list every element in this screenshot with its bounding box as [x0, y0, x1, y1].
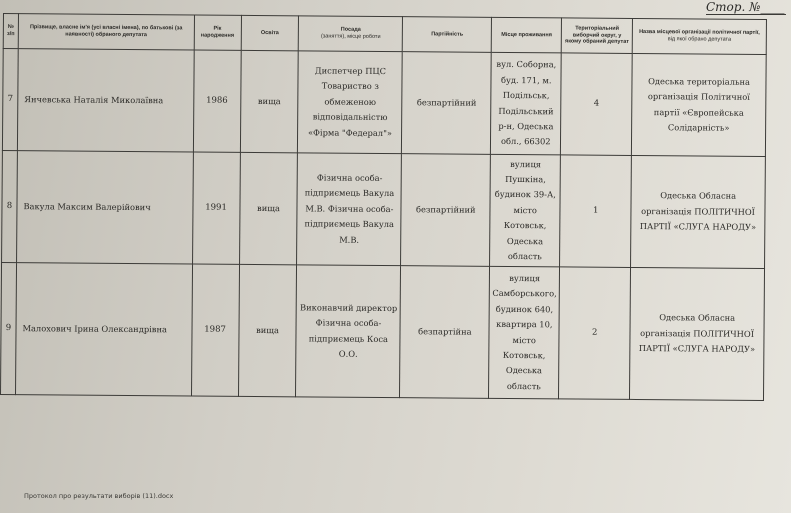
education: вища — [240, 50, 299, 152]
table-row — [2, 49, 766, 157]
deputies-table — [0, 13, 767, 401]
district: 1 — [560, 155, 632, 268]
header-residence: Місце проживання — [491, 17, 561, 53]
position: Диспетчер ПЦС Товариство з обмеженою відповідальністю «Фірма "Федерал"» — [298, 51, 403, 154]
header-party-membership: Партійність — [403, 17, 492, 53]
party-organization: Одеська Обласна організація ПОЛІТИЧНОЇ ПАРТІЇ «СЛУГА НАРОДУ» — [630, 267, 765, 400]
row-number: 7 — [2, 49, 18, 151]
party-membership: безпартійна — [400, 266, 490, 399]
position: Виконавчий директор Фізична особа-підприємець Коса О.О. — [296, 265, 401, 398]
party-membership: безпартійний — [402, 52, 492, 155]
header-full-name: Прізвище, власне ім'я (усі власні імена), по батькові (за наявності) обраного депутата — [18, 14, 194, 50]
residence: вулиця Самборського, будинок 640, квартира 10, місто Котовськ, Одеська область — [489, 266, 560, 399]
birth-year: 1986 — [193, 50, 241, 152]
header-position: Посада (заняття), місце роботи — [299, 16, 403, 52]
document-footer: Протокол про результати виборів (11).docx — [24, 492, 174, 500]
education: вища — [239, 152, 298, 264]
birth-year: 1987 — [191, 264, 239, 396]
deputy-name: Вакула Максим Валерійович — [17, 151, 193, 264]
header-district: Територіальний виборчий округ, у якому обраний депутат — [561, 18, 632, 54]
residence: вул. Соборна, буд. 171, м. Подільськ, Подільський р-н, Одеська обл., 66302 — [491, 52, 562, 155]
district: 4 — [561, 53, 633, 156]
party-membership: безпартійний — [401, 154, 491, 267]
table-row — [2, 150, 766, 268]
party-organization: Одеська Обласна організація ПОЛІТИЧНОЇ ПАРТІЇ «СЛУГА НАРОДУ» — [631, 155, 766, 268]
header-number: № з/п — [3, 14, 18, 49]
page-number-label: Стор. №____ — [706, 0, 785, 14]
party-organization: Одеська територіальна організація Політичної партії «Європейська Солідарність» — [632, 53, 767, 156]
table-row — [1, 262, 765, 400]
header-birth-year: Рік народження — [194, 15, 241, 50]
deputy-name: Янчевська Наталія Миколаївна — [17, 49, 193, 152]
deputy-name: Малохович Ірина Олександрівна — [15, 263, 192, 396]
residence: вулиця Пушкіна, будинок 39-А, місто Котовськ, Одеська область — [490, 154, 561, 267]
position: Фізична особа-підприємець Вакула М.В. Фізична особа-підприємець Вакула М.В. — [297, 153, 402, 266]
birth-year: 1991 — [192, 152, 240, 264]
district: 2 — [559, 267, 631, 400]
table-header-row — [3, 14, 766, 55]
education: вища — [238, 264, 297, 396]
header-party-organization: Назва місцевої організації політичної партії, від якої обрано депутата — [632, 18, 766, 54]
header-education: Освіта — [241, 15, 299, 50]
row-number: 9 — [1, 262, 17, 394]
row-number: 8 — [2, 150, 18, 262]
